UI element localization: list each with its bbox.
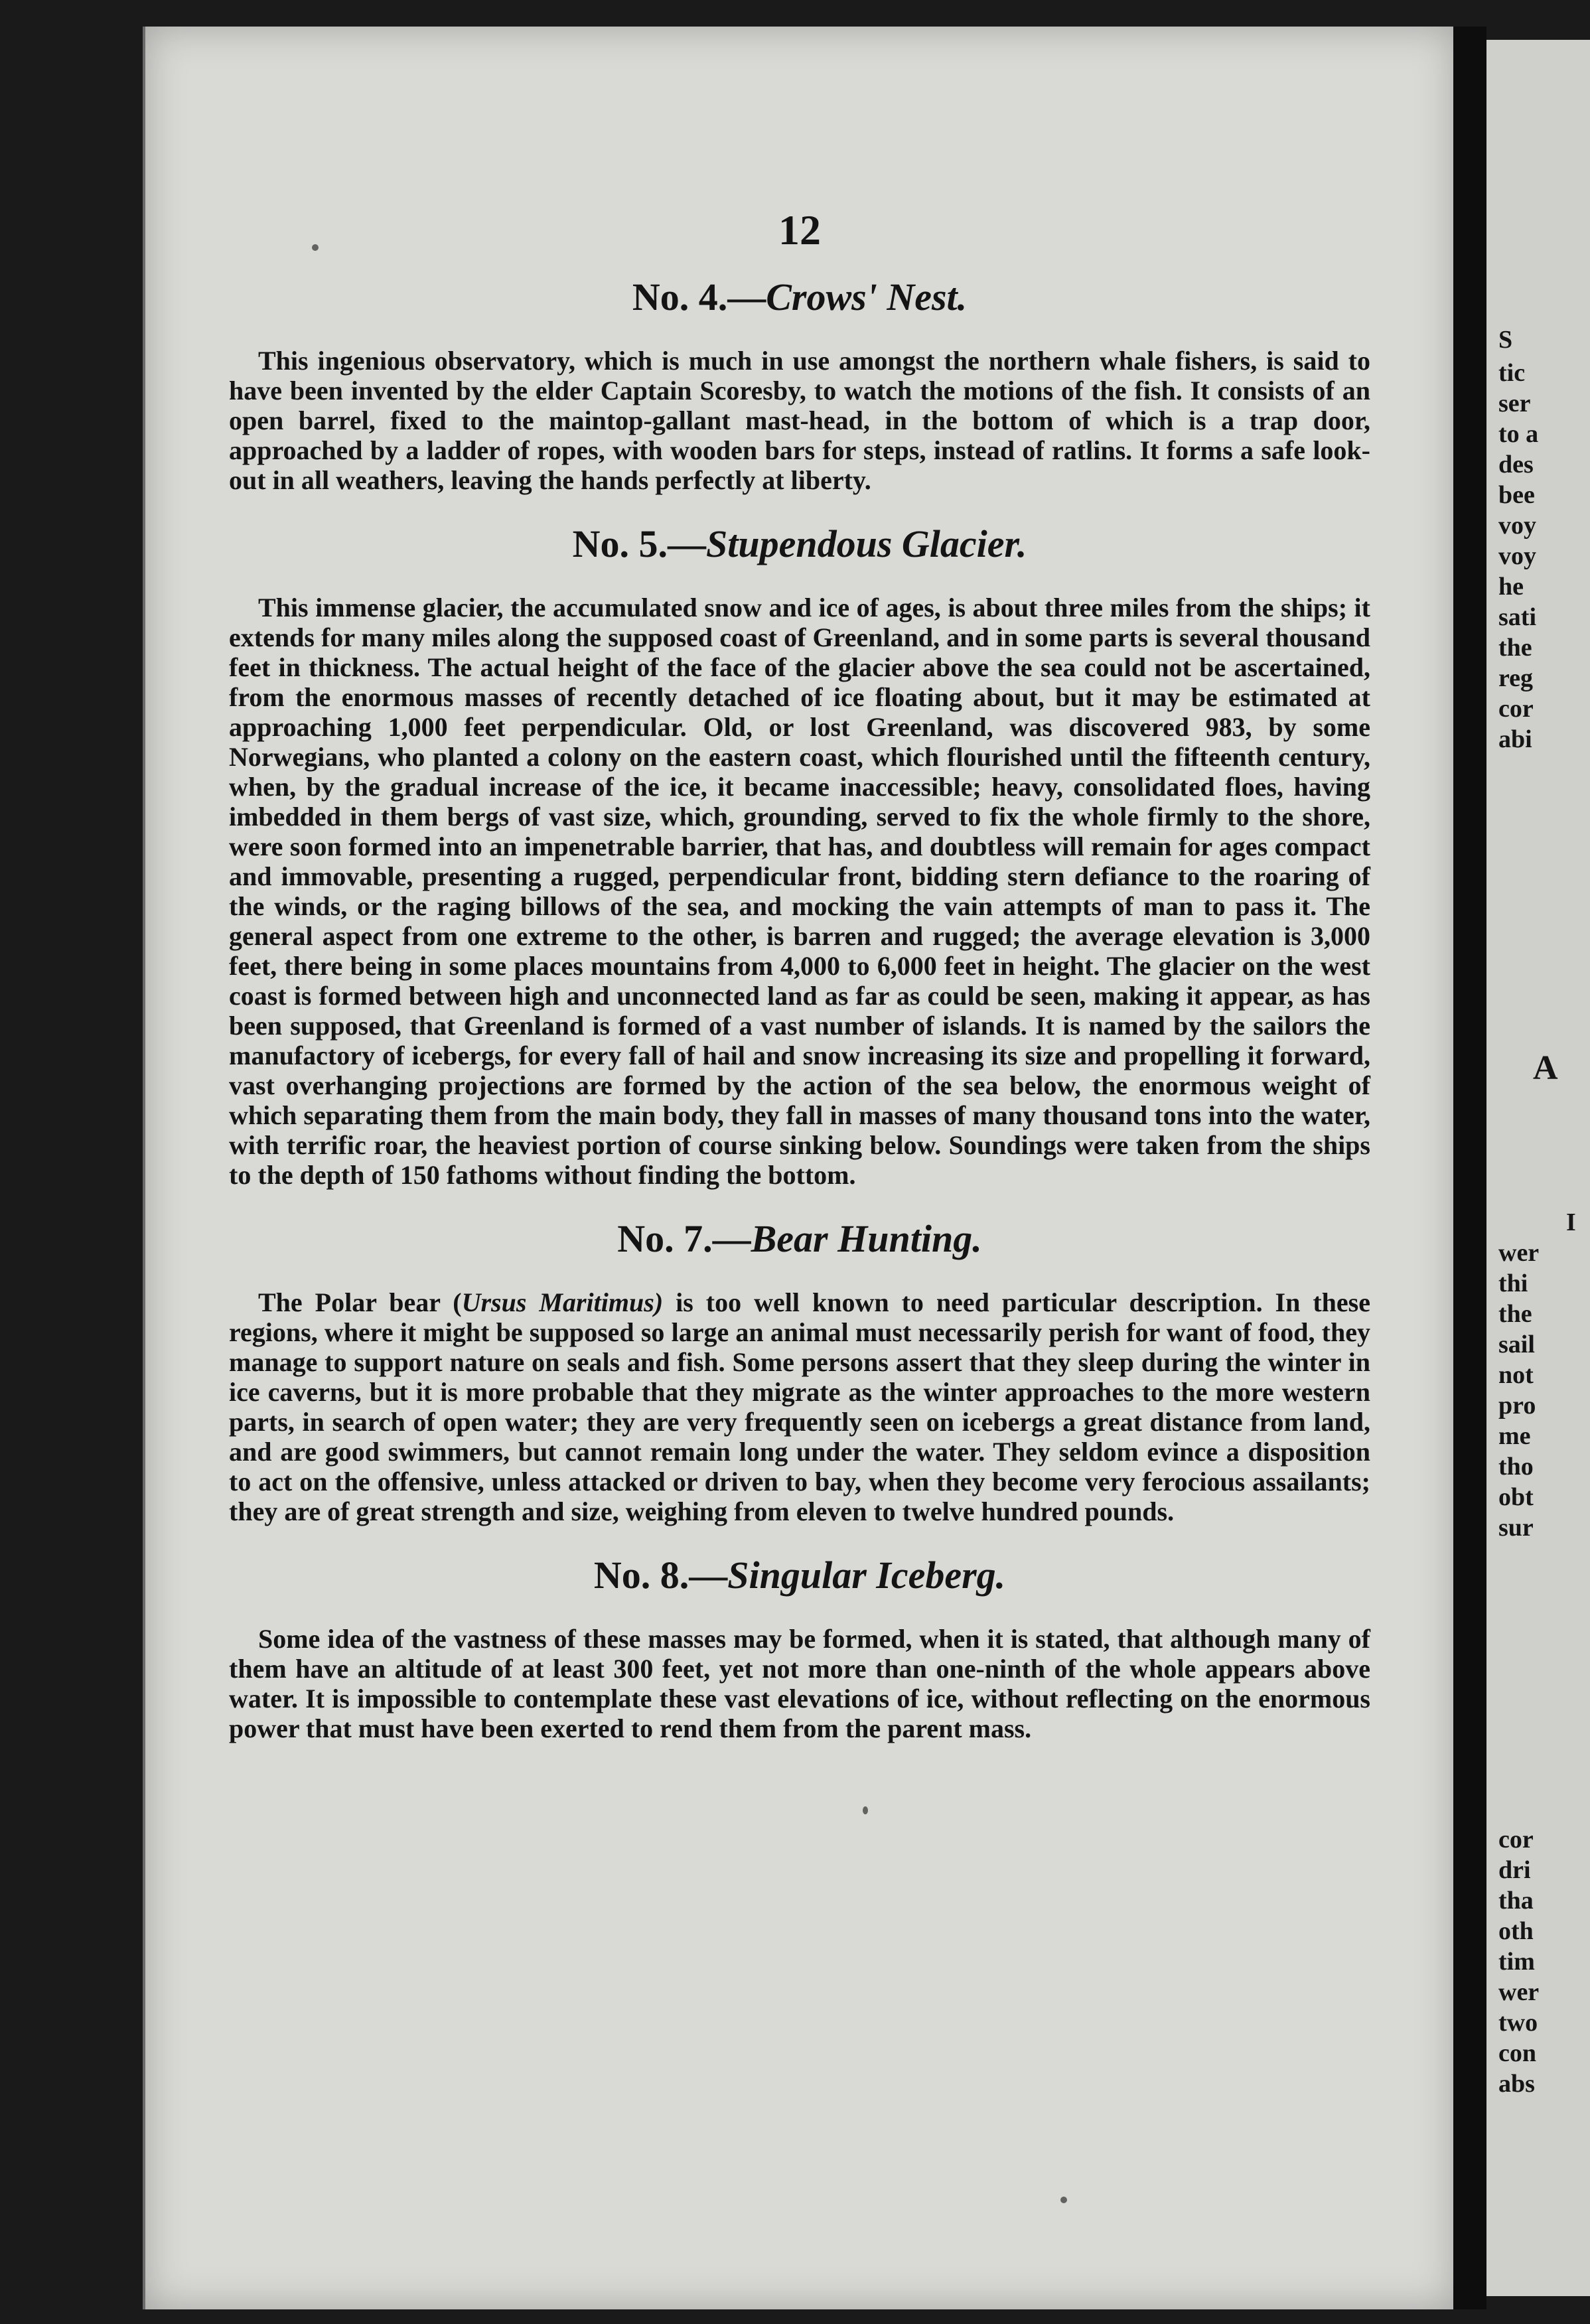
ink-speck [1060, 2197, 1067, 2203]
section-title: Crows' Nest. [766, 275, 968, 319]
facing-fragment: to a [1498, 420, 1539, 448]
section-body [229, 1287, 1370, 1526]
facing-fragment: des [1498, 451, 1534, 478]
facing-fragment: tho [1498, 1453, 1534, 1481]
facing-fragment: tic [1498, 359, 1526, 387]
facing-fragment: abi [1498, 725, 1532, 753]
facing-fragment: thi [1498, 1270, 1528, 1297]
book-gutter [1453, 27, 1486, 2309]
section-body: This ingenious observatory, which is much in use amongst the northern whale fishers, is said to have been invented by the elder Captain Scoresby, to watch the motions of the fish. It consists of an open barrel, fixed to the maintop-gallant mast-head, in the bottom of which is a trap door, approached by a ladder of ropes, with wooden bars for steps, instead of ratlins. It forms a safe look-out in all weathers, leaving the hands perfectly at liberty. [229, 346, 1370, 495]
facing-fragment: the [1498, 1300, 1532, 1328]
facing-fragment: ser [1498, 390, 1531, 417]
facing-fragment: bee [1498, 481, 1535, 509]
species-name: Ursus Maritimus) [461, 1287, 664, 1317]
page-text [229, 206, 1370, 1770]
ink-speck [312, 244, 319, 251]
section-heading [229, 522, 1370, 566]
facing-fragment: cor [1498, 1826, 1534, 1853]
facing-fragment: reg [1498, 664, 1534, 692]
facing-fragment: con [1498, 2039, 1536, 2067]
page-number: 12 [778, 206, 821, 254]
facing-fragment: oth [1498, 1917, 1534, 1945]
facing-page-edge [1486, 40, 1590, 2296]
facing-fragment: voy [1498, 512, 1536, 540]
section-title: Bear Hunting. [751, 1217, 982, 1260]
section-body: Some idea of the vastness of these masses may be formed, when it is stated, that although many of them have an altitude of at least 300 feet, yet not more than one-ninth of the whole appears above water. It is impossible to contemplate these vast elevations of ice, without reflecting on the enormous power that must have been exerted to rend them from the parent mass. [229, 1624, 1370, 1743]
facing-fragment: dri [1498, 1856, 1531, 1884]
facing-fragment: two [1498, 2009, 1538, 2037]
facing-fragment: not [1498, 1361, 1534, 1389]
facing-fragment: sur [1498, 1514, 1534, 1542]
facing-fragment: tim [1498, 1948, 1535, 1976]
section-number: No. 8.— [593, 1554, 728, 1597]
section-title: Stupendous Glacier. [705, 522, 1027, 565]
facing-fragment: pro [1498, 1392, 1536, 1419]
ink-speck [863, 1806, 868, 1814]
facing-fragment: obt [1498, 1483, 1534, 1511]
facing-fragment: abs [1498, 2070, 1535, 2098]
facing-fragment: me [1498, 1422, 1531, 1450]
facing-fragment: A [1533, 1049, 1558, 1087]
facing-fragment: I [1566, 1208, 1576, 1236]
facing-fragment: wer [1498, 1239, 1540, 1267]
facing-fragment: sail [1498, 1331, 1535, 1358]
facing-fragment: he [1498, 573, 1524, 601]
section-title: Singular Iceberg. [727, 1554, 1006, 1597]
section-number: No. 5.— [572, 522, 706, 565]
facing-fragment: tha [1498, 1887, 1534, 1915]
body-text: is too well known to need particular description. In these regions, where it might be supposed so large an animal must necessarily perish for want of food, they manage to support nature on seals and fish. Some persons assert that they sleep during the winter in ice caverns, but it is more probable that they migrate as the winter approaches to the more western parts, in search of open water; they are very frequently seen on icebergs a great distance from land, and are good swimmers, but cannot remain long under the water. They seldom evince a disposition to act on the offensive, unless attacked or driven to bay, when they become very ferocious assailants; they are of great strength and size, weighing from eleven to twelve hundred pounds. [229, 1287, 1370, 1526]
section-heading [229, 1216, 1370, 1261]
facing-fragment: the [1498, 634, 1532, 662]
facing-fragment: cor [1498, 695, 1534, 723]
body-text: The Polar bear ( [258, 1287, 462, 1317]
section-body: This immense glacier, the accumulated snow and ice of ages, is about three miles from the ships; it extends for many miles along the supposed coast of Greenland, and in some parts is several thousand feet in thickness. The actual height of the face of the glacier above the sea could not be ascertained, from the enormous masses of recently detached of ice floating about, but it may be estimated at approaching 1,000 feet perpendicular. Old, or lost Greenland, was discovered 983, by some Norwegians, who planted a colony on the eastern coast, which flourished until the fifteenth century, when, by the gradual increase of the ice, it became inaccessible; heavy, consolidated floes, having imbedded in them bergs of vast size, which, grounding, served to fix the whole firmly to the shore, were soon formed into an impenetrable barrier, that has, and doubtless will remain for ages compact and immovable, presenting a rugged, perpendicular front, bidding stern defiance to the roaring of the winds, or the raging billows of the sea, and mocking the vain attempts of man to pass it. The general aspect from one extreme to the other, is barren and rugged; the average elevation is 3,000 feet, there being in some places mountains from 4,000 to 6,000 feet in height. The glacier on the west coast is formed between high and unconnected land as far as could be seen, making it appear, as has been supposed, that Greenland is formed of a vast number of islands. It is named by the sailors the manufactory of icebergs, for every fall of hail and snow increasing its size and propelling it forward, vast overhanging projections are formed by the action of the sea below, the enormous weight of which separating them from the main body, they fall in masses of many thousand tons into the water, with terrific roar, the heaviest portion of course sinking below. Soundings were taken from the ships to the depth of 150 fathoms without finding the bottom. [229, 593, 1370, 1190]
section-heading [229, 275, 1370, 319]
facing-fragment: wer [1498, 1978, 1540, 2006]
section-number: No. 4.— [632, 275, 766, 319]
facing-fragment: sati [1498, 603, 1536, 631]
facing-fragment: voy [1498, 542, 1536, 570]
facing-fragment: S [1498, 326, 1513, 354]
section-number: No. 7.— [617, 1217, 751, 1260]
section-heading [229, 1553, 1370, 1597]
